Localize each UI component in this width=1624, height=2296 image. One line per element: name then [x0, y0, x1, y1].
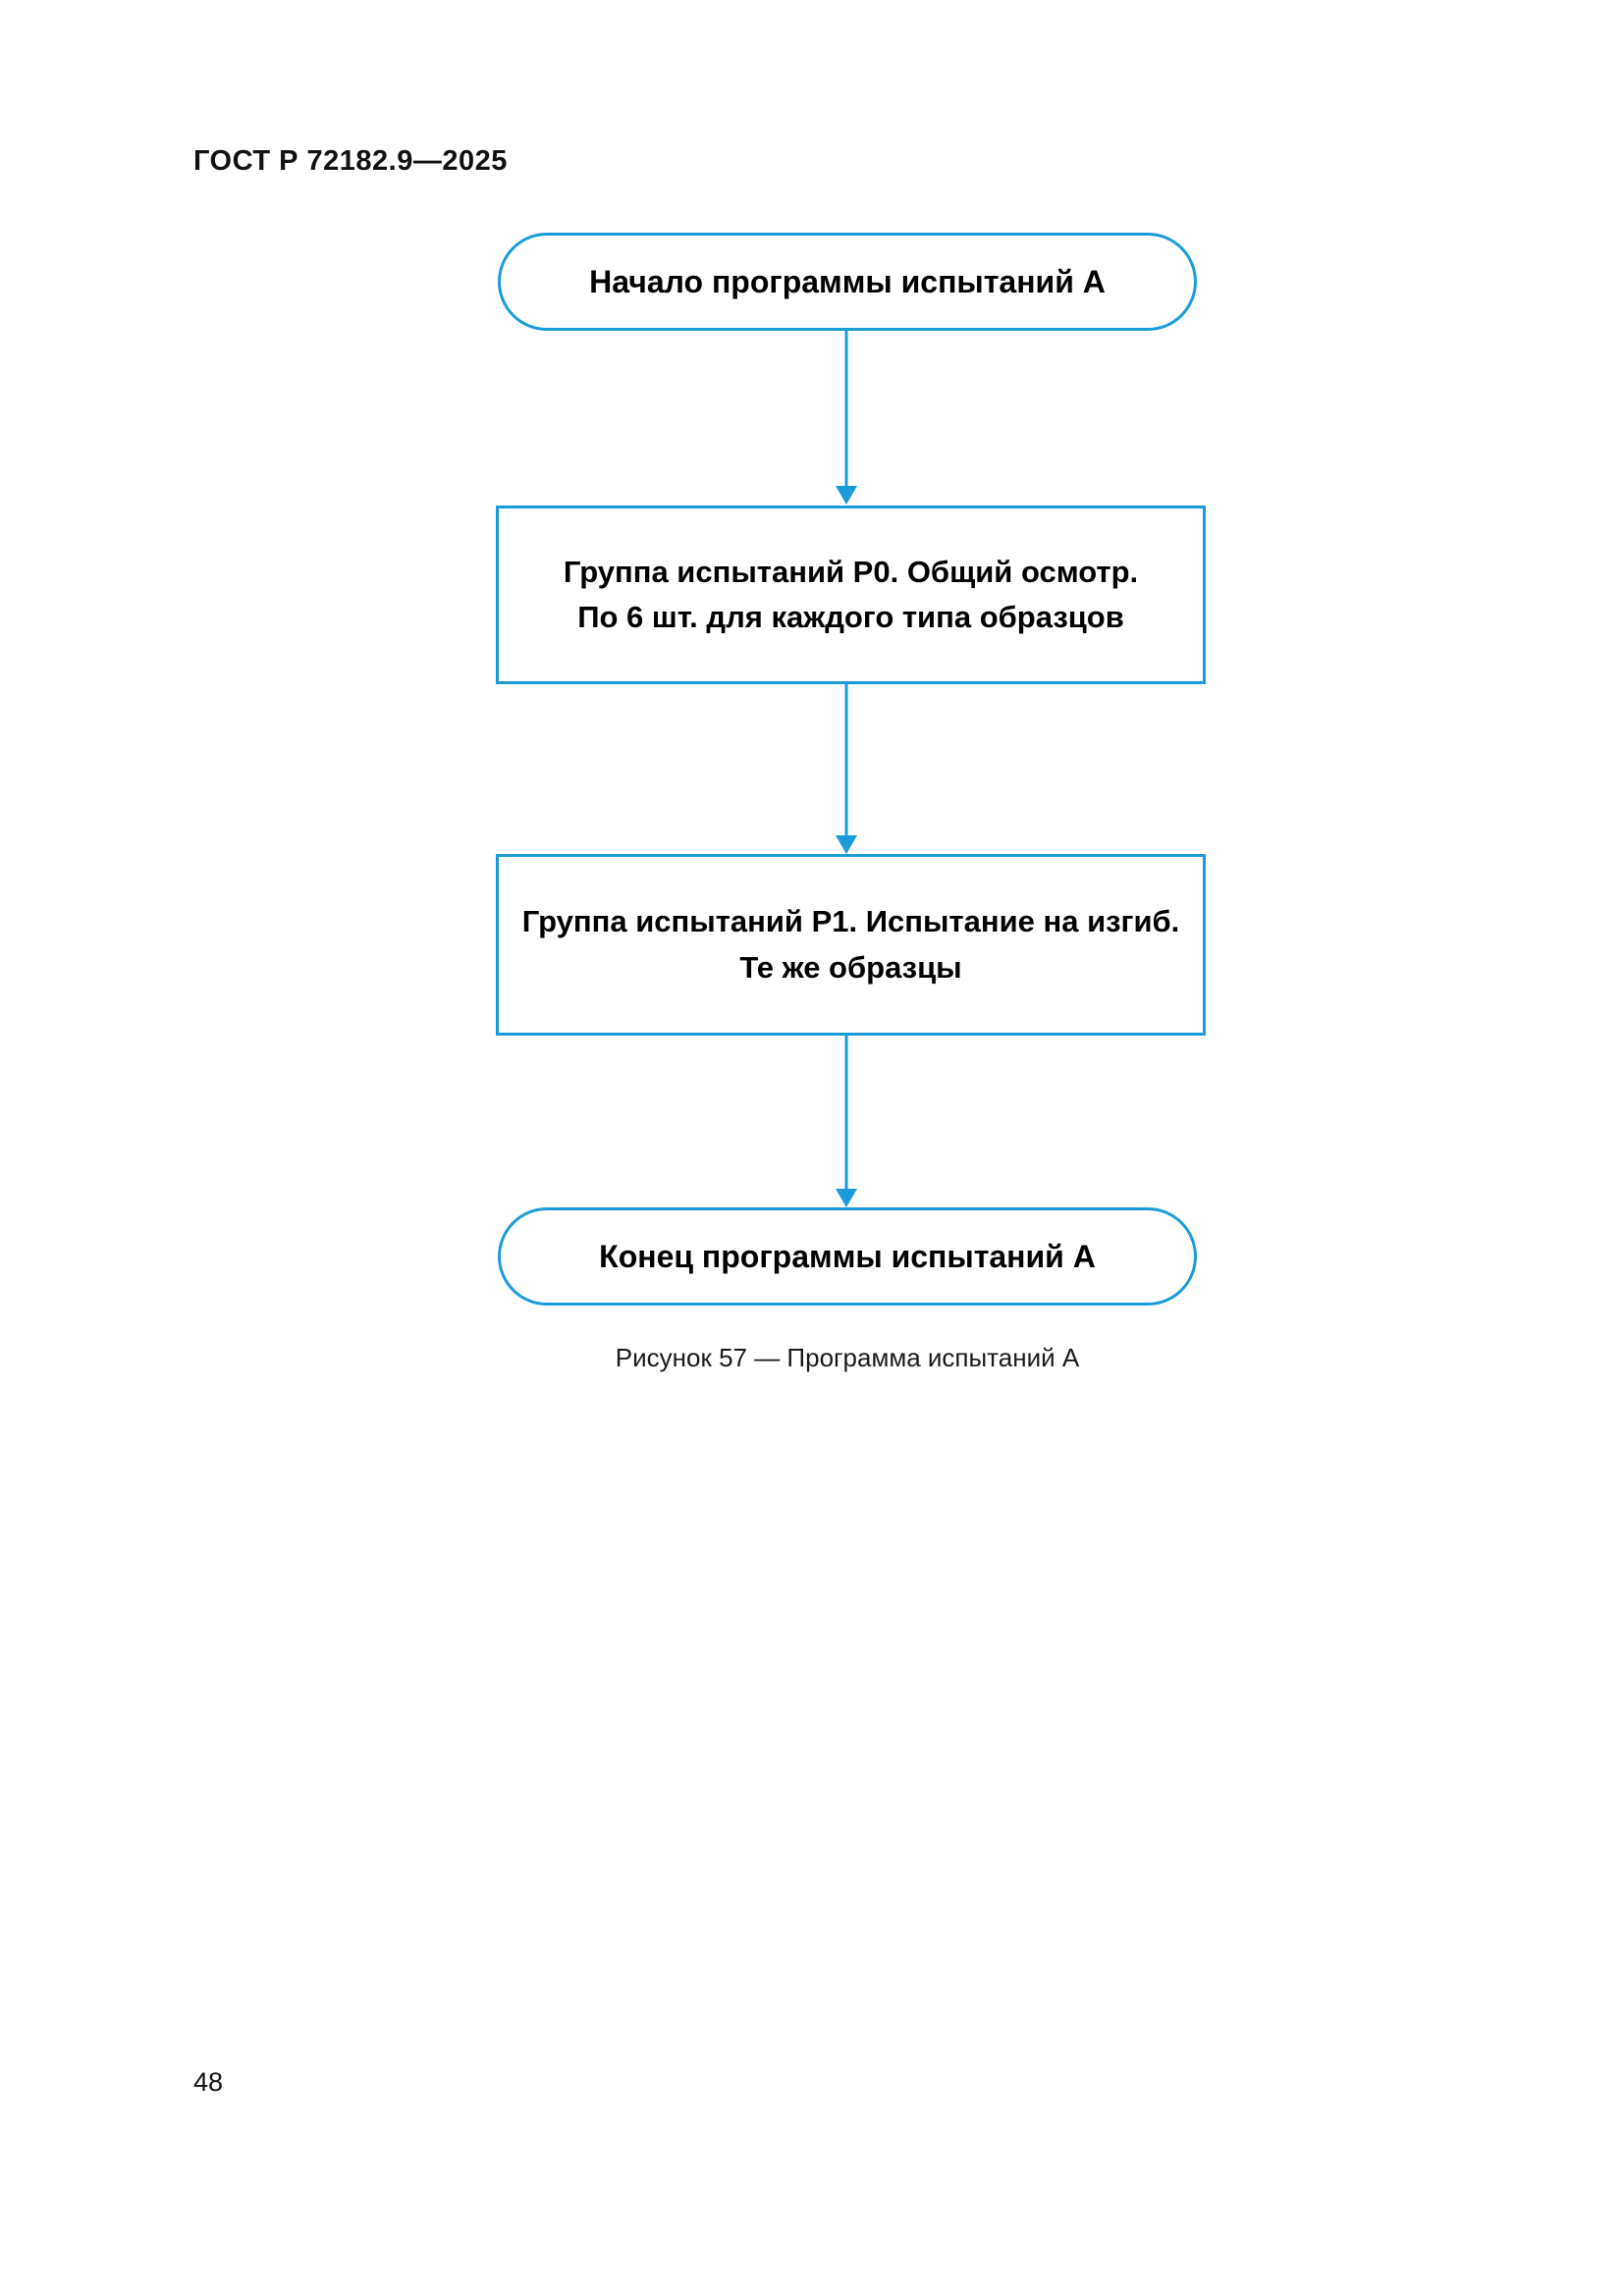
document-header: ГОСТ Р 72182.9—2025 — [193, 145, 508, 177]
arrow-down-icon — [836, 1189, 857, 1207]
flowchart-end-node — [498, 1207, 1197, 1306]
arrow-down-connector-3 — [836, 1035, 857, 1207]
figure-caption: Рисунок 57 — Программа испытаний А — [615, 1343, 1080, 1372]
process-p0-line1: Группа испытаний Р0. Общий осмотр. — [563, 554, 1139, 589]
arrow-down-connector-2 — [836, 683, 857, 854]
process-p1-line2: Те же образцы — [739, 949, 962, 985]
flowchart-process-node-p1 — [496, 854, 1206, 1036]
arrow-down-connector-1 — [836, 330, 857, 505]
start-node-label: Начало программы испытаний А — [589, 263, 1106, 299]
end-node-label: Конец программы испытаний А — [599, 1238, 1096, 1274]
arrow-shaft — [845, 330, 848, 490]
process-p0-line2: По 6 шт. для каждого типа образцов — [577, 600, 1124, 634]
arrow-down-icon — [836, 835, 857, 854]
arrow-down-icon — [836, 486, 857, 505]
flowchart-start-node — [498, 233, 1197, 331]
page-number: 48 — [193, 2067, 224, 2097]
arrow-shaft — [845, 683, 848, 839]
flowchart-process-node-p0 — [496, 506, 1206, 684]
arrow-shaft — [845, 1035, 848, 1193]
process-p1-line1: Группа испытаний Р1. Испытание на изгиб. — [521, 904, 1180, 938]
